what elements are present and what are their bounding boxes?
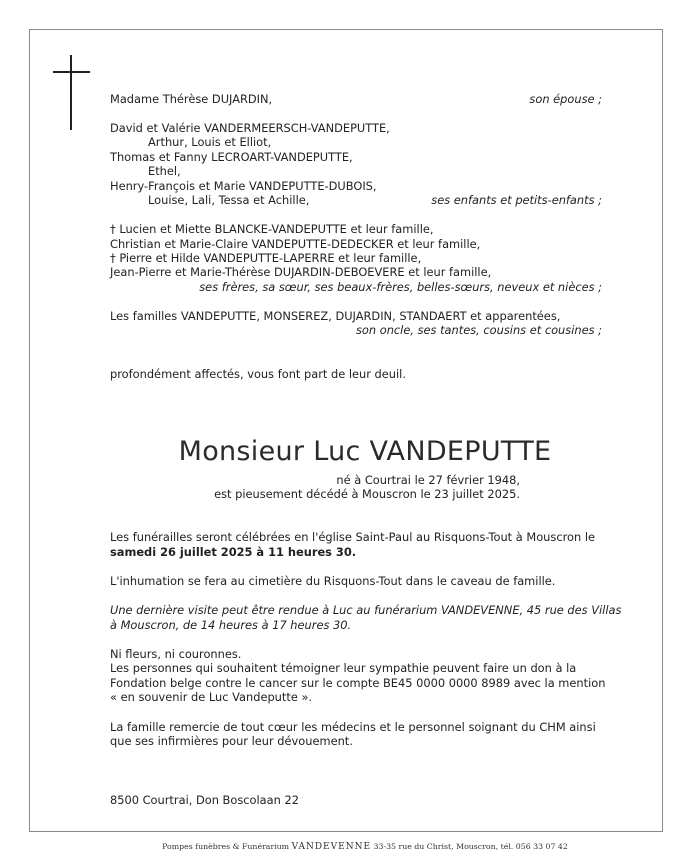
thanks-line: que ses infirmières pour leur dévouement. [110, 734, 353, 748]
donation-line: « en souvenir de Luc Vandeputte ». [110, 690, 313, 704]
deceased-name: Monsieur Luc VANDEPUTTE [178, 436, 552, 467]
grandchild-line: Arthur, Louis et Elliot, [148, 135, 272, 149]
sibling-line: Christian et Marie-Claire VANDEPUTTE-DEDECKER et leur famille, [110, 237, 481, 251]
donation-line: Ni fleurs, ni couronnes. [110, 647, 242, 661]
address: 8500 Courtrai, Don Boscolaan 22 [110, 793, 299, 807]
visit-line: Une dernière visite peut être rendue à Luc au funérarium VANDEVENNE, 45 rue des Villas [110, 603, 622, 617]
funeral-line: Les funérailles seront célébrées en l'église Saint-Paul au Risquons-Tout à Mouscron le [110, 530, 595, 544]
siblings-role: ses frères, sa sœur, ses beaux-frères, belles-sœurs, neveux et nièces ; [199, 280, 602, 294]
children-role: ses enfants et petits-enfants ; [431, 193, 602, 207]
donation-line: Les personnes qui souhaitent témoigner leur sympathie peuvent faire un don à la [110, 661, 577, 675]
grandchild-line: Ethel, [148, 164, 181, 178]
funeral-home-footer [0, 842, 692, 852]
funeral-date: samedi 26 juillet 2025 à 11 heures 30. [110, 545, 357, 559]
burial-line: L'inhumation se fera au cimetière du Risquons-Tout dans le caveau de famille. [110, 574, 556, 588]
footer-brand: VANDEVENNE [291, 842, 372, 852]
footer-prefix: Pompes funèbres & Funérarium [162, 842, 290, 851]
death-line: est pieusement décédé à Mouscron le 23 juillet 2025. [214, 487, 520, 501]
child-line: Thomas et Fanny LECROART-VANDEPUTTE, [110, 150, 353, 164]
cross-icon-bar [53, 71, 90, 73]
sibling-line: Jean-Pierre et Marie-Thérèse DUJARDIN-DEBOEVERE et leur famille, [110, 265, 492, 279]
spouse-role: son épouse ; [529, 92, 602, 106]
child-line: Henry-François et Marie VANDEPUTTE-DUBOIS, [110, 179, 377, 193]
footer-contact: 33-35 rue du Christ, Mouscron, tél. 056 33 07 42 [373, 842, 568, 851]
sibling-line: † Lucien et Miette BLANCKE-VANDEPUTTE et leur famille, [110, 222, 434, 236]
spouse-name: Madame Thérèse DUJARDIN, [110, 92, 273, 106]
announcement: profondément affectés, vous font part de leur deuil. [110, 367, 406, 381]
donation-line: Fondation belge contre le cancer sur le compte BE45 0000 0000 8989 avec la mention [110, 676, 606, 690]
thanks-line: La famille remercie de tout cœur les médecins et le personnel soignant du CHM ainsi [110, 720, 596, 734]
sibling-line: † Pierre et Hilde VANDEPUTTE-LAPERRE et leur famille, [110, 251, 422, 265]
visit-line: à Mouscron, de 14 heures à 17 heures 30. [110, 618, 352, 632]
cross-icon [70, 55, 72, 130]
grandchild-line: Louise, Lali, Tessa et Achille, [148, 193, 310, 207]
families-role: son oncle, ses tantes, cousins et cousines ; [355, 323, 602, 337]
families-line: Les familles VANDEPUTTE, MONSEREZ, DUJARDIN, STANDAERT et apparentées, [110, 309, 561, 323]
child-line: David et Valérie VANDERMEERSCH-VANDEPUTTE, [110, 121, 390, 135]
birth-line: né à Courtrai le 27 février 1948, [336, 473, 520, 487]
